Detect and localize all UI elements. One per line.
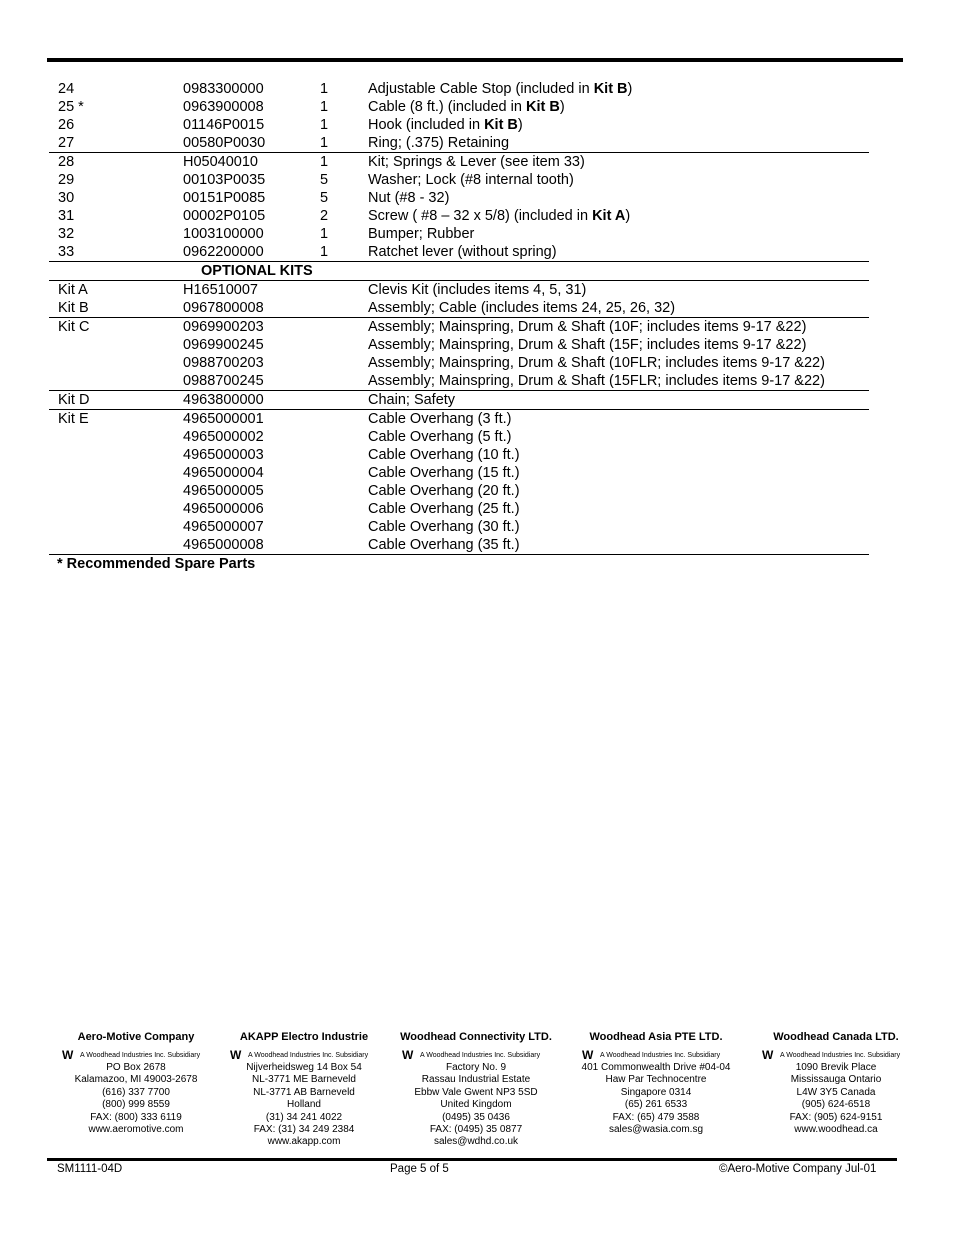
- table-row: [49, 518, 869, 536]
- part-number: 0969900245: [183, 337, 264, 353]
- table-row: [49, 152, 869, 171]
- kit-reference: Kit B: [593, 81, 628, 97]
- part-number: 00103P0035: [183, 172, 266, 188]
- part-number: 0967800008: [183, 300, 264, 316]
- description-text: Adjustable Cable Stop (included in: [368, 81, 594, 97]
- address-line: 1090 Brevik Place: [795, 1062, 877, 1073]
- page-number: Page 5 of 5: [390, 1163, 449, 1175]
- company-addresses: [50, 1030, 910, 1155]
- part-number: 4965000008: [183, 537, 264, 553]
- description-text: Cable Overhang (35 ft.): [368, 537, 520, 553]
- part-number: 4965000002: [183, 429, 264, 445]
- description-text: Assembly; Mainspring, Drum & Shaft (10FLR; includes items 9-17 &22): [368, 355, 825, 371]
- part-number: 4965000007: [183, 519, 264, 535]
- item-number: Kit D: [58, 392, 90, 408]
- address-line: United Kingdom: [440, 1099, 512, 1111]
- woodhead-logo-icon: W: [582, 1048, 594, 1062]
- address-line: (905) 624-6518: [801, 1099, 871, 1111]
- description: [368, 446, 520, 464]
- description: [368, 410, 511, 428]
- woodhead-logo-icon: W: [230, 1048, 242, 1062]
- description-text: Clevis Kit (includes items 4, 5, 31): [368, 282, 587, 298]
- description: [368, 391, 455, 409]
- address-line: sales@wasia.com.sg: [608, 1124, 704, 1136]
- description-text: Cable Overhang (15 ft.): [368, 465, 520, 481]
- table-row: [49, 409, 869, 428]
- subsidiary-tag: [50, 1050, 222, 1062]
- description: [368, 518, 520, 536]
- part-number: 4965000001: [183, 411, 264, 427]
- woodhead-logo-icon: W: [762, 1048, 774, 1062]
- description: [368, 80, 632, 98]
- quantity: 5: [320, 190, 329, 206]
- top-rule: [47, 58, 903, 62]
- description-text: Cable Overhang (25 ft.): [368, 501, 520, 517]
- address-line: Holland: [287, 1099, 321, 1111]
- description: [368, 464, 520, 482]
- subsidiary-tag: [750, 1050, 922, 1062]
- description-text: ): [627, 81, 633, 97]
- description: [368, 153, 585, 171]
- description-text: Washer; Lock (#8 internal tooth): [368, 172, 574, 188]
- description-text: Assembly; Mainspring, Drum & Shaft (15F; includes items 9-17 &22): [368, 337, 807, 353]
- address-line: FAX: (800) 333 6119: [90, 1111, 182, 1123]
- subsidiary-tag: [390, 1050, 562, 1062]
- table-row: [49, 464, 869, 482]
- quantity: 1: [320, 117, 329, 133]
- company-address-block: [570, 1030, 742, 1136]
- item-number: 24: [58, 81, 75, 97]
- company-name: AKAPP Electro Industrie: [239, 1031, 369, 1043]
- description: [368, 281, 586, 299]
- table-row: [49, 317, 869, 336]
- address-line: FAX: (0495) 35 0877: [429, 1124, 523, 1136]
- part-number: 00580P0030: [183, 135, 266, 151]
- quantity: 1: [320, 244, 329, 260]
- address-line: (31) 34 241 4022: [265, 1111, 343, 1123]
- table-row: [49, 116, 869, 134]
- address-line: www.woodhead.ca: [794, 1124, 878, 1136]
- address-line: L4W 3Y5 Canada: [796, 1086, 876, 1098]
- table-row: [49, 536, 869, 554]
- description: [368, 354, 825, 372]
- address-line: FAX: (31) 34 249 2384: [253, 1124, 355, 1136]
- woodhead-logo-icon: W: [402, 1048, 414, 1062]
- description-text: Cable Overhang (3 ft.): [368, 411, 512, 427]
- table-row: [49, 500, 869, 518]
- table-row: [49, 446, 869, 464]
- description-text: Nut (#8 - 32): [368, 190, 450, 206]
- part-number: H16510007: [183, 282, 258, 298]
- address-line: Mississauga Ontario: [790, 1074, 882, 1086]
- kit-reference: Kit B: [484, 117, 518, 133]
- description-text: Cable Overhang (30 ft.): [368, 519, 520, 535]
- description-text: Assembly; Cable (includes items 24, 25, 26, 32): [368, 300, 676, 316]
- description: [368, 336, 806, 354]
- part-number: 4965000004: [183, 465, 264, 481]
- subsidiary-text: A Woodhead Industries Inc. Subsidiary: [420, 1052, 541, 1059]
- item-number: Kit B: [58, 300, 89, 316]
- address-line: Singapore 0314: [620, 1086, 692, 1098]
- description: [368, 428, 511, 446]
- address-line: (616) 337 7700: [102, 1086, 170, 1098]
- spare-parts-note: * Recommended Spare Parts: [57, 556, 256, 572]
- table-row: [49, 225, 869, 243]
- description: [368, 116, 523, 134]
- description-text: Ring; (.375) Retaining: [368, 135, 510, 151]
- address-line: PO Box 2678: [106, 1062, 166, 1073]
- woodhead-logo-icon: W: [62, 1048, 74, 1062]
- address-line: FAX: (65) 479 3588: [612, 1111, 700, 1123]
- copyright: ©Aero-Motive Company Jul-01: [719, 1163, 877, 1175]
- item-number: 33: [58, 244, 75, 260]
- address-line: Rassau Industrial Estate: [421, 1074, 531, 1086]
- address-line: NL-3771 ME Barneveld: [252, 1074, 356, 1086]
- subsidiary-text: A Woodhead Industries Inc. Subsidiary: [80, 1052, 201, 1059]
- description-text: ): [517, 117, 523, 133]
- address-line: FAX: (905) 624-9151: [789, 1111, 883, 1123]
- part-number: 0988700245: [183, 373, 264, 389]
- description-text: Assembly; Mainspring, Drum & Shaft (15FLR; includes items 9-17 &22): [368, 373, 825, 389]
- description-text: Screw ( #8 – 32 x 5/8) (included in: [368, 208, 593, 224]
- table-row: [49, 98, 869, 116]
- address-line: Nijverheidsweg 14 Box 54: [246, 1062, 362, 1073]
- description: [368, 482, 520, 500]
- subsidiary-tag: [218, 1050, 390, 1062]
- table-row: [49, 390, 869, 409]
- quantity: 1: [320, 135, 329, 151]
- description-text: Ratchet lever (without spring): [368, 244, 557, 260]
- item-number: 32: [58, 226, 75, 242]
- description: [368, 243, 557, 261]
- table-row: [49, 482, 869, 500]
- subsidiary-text: A Woodhead Industries Inc. Subsidiary: [248, 1052, 369, 1059]
- part-number: 4965000006: [183, 501, 264, 517]
- part-number: 4965000003: [183, 447, 264, 463]
- company-address-block: [50, 1030, 222, 1136]
- item-number: Kit C: [58, 319, 90, 335]
- address-line: (800) 999 8559: [102, 1099, 170, 1111]
- kit-reference: Kit A: [592, 208, 626, 224]
- description-text: Cable (8 ft.) (included in: [368, 99, 526, 115]
- item-number: 28: [58, 154, 75, 170]
- address-line: Factory No. 9: [445, 1062, 507, 1073]
- address-line: 401 Commonwealth Drive #04-04: [581, 1062, 731, 1073]
- quantity: 5: [320, 172, 329, 188]
- description: [368, 372, 825, 390]
- description-text: Cable Overhang (5 ft.): [368, 429, 512, 445]
- part-number: 00151P0085: [183, 190, 266, 206]
- part-number: 4963800000: [183, 392, 264, 408]
- company-name: Woodhead Canada LTD.: [773, 1031, 899, 1043]
- table-row: [49, 134, 869, 152]
- item-number: Kit A: [58, 282, 88, 298]
- address-line: NL-3771 AB Barneveld: [253, 1086, 355, 1098]
- quantity: 2: [320, 208, 329, 224]
- company-address-block: [390, 1030, 562, 1149]
- description-text: Kit; Springs & Lever (see item 33): [368, 154, 585, 170]
- table-row: [49, 207, 869, 225]
- address-line: Haw Par Technocentre: [605, 1074, 707, 1086]
- quantity: 1: [320, 226, 329, 242]
- table-row: [49, 336, 869, 354]
- company-name: Woodhead Asia PTE LTD.: [589, 1031, 723, 1043]
- table-row: [49, 372, 869, 390]
- description: [368, 98, 565, 116]
- item-number: 26: [58, 117, 75, 133]
- table-row: [49, 80, 869, 98]
- address-line: www.akapp.com: [267, 1136, 341, 1148]
- part-number: 4965000005: [183, 483, 264, 499]
- description: [368, 225, 474, 243]
- part-number: 00002P0105: [183, 208, 266, 224]
- part-number: 0962200000: [183, 244, 264, 260]
- subsidiary-text: A Woodhead Industries Inc. Subsidiary: [600, 1052, 721, 1059]
- optional-kits-heading: OPTIONAL KITS: [49, 261, 869, 280]
- description: [368, 536, 520, 554]
- subsidiary-tag: [570, 1050, 742, 1062]
- item-number: 29: [58, 172, 75, 188]
- description: [368, 500, 520, 518]
- address-line: www.aeromotive.com: [88, 1124, 184, 1136]
- description: [368, 299, 675, 317]
- part-number: 0983300000: [183, 81, 264, 97]
- description-text: ): [559, 99, 565, 115]
- table-row: [49, 243, 869, 261]
- table-row: [49, 354, 869, 372]
- subsidiary-text: A Woodhead Industries Inc. Subsidiary: [780, 1052, 901, 1059]
- item-number: 31: [58, 208, 75, 224]
- table-row: [49, 428, 869, 446]
- address-line: sales@wdhd.co.uk: [433, 1136, 519, 1148]
- description: [368, 318, 806, 336]
- item-number: 27: [58, 135, 75, 151]
- address-line: Kalamazoo, MI 49003-2678: [74, 1074, 198, 1086]
- item-number: Kit E: [58, 411, 89, 427]
- part-number: 0969900203: [183, 319, 264, 335]
- description: [368, 189, 449, 207]
- item-number: 30: [58, 190, 75, 206]
- description-text: Assembly; Mainspring, Drum & Shaft (10F; includes items 9-17 &22): [368, 319, 807, 335]
- quantity: 1: [320, 99, 329, 115]
- address-line: (0495) 35 0436: [442, 1111, 510, 1123]
- description-text: Cable Overhang (20 ft.): [368, 483, 520, 499]
- quantity: 1: [320, 154, 329, 170]
- quantity: 1: [320, 81, 329, 97]
- address-line: (65) 261 6533: [624, 1099, 688, 1111]
- bottom-rule: [47, 1158, 897, 1161]
- table-row: [49, 280, 869, 299]
- table-row: [49, 171, 869, 189]
- table-row: [49, 299, 869, 317]
- doc-number: SM1111-04D: [57, 1163, 123, 1175]
- description: [368, 207, 630, 225]
- description-text: Chain; Safety: [368, 392, 456, 408]
- company-address-block: [750, 1030, 922, 1136]
- item-number: 25 *: [58, 99, 84, 115]
- kit-reference: Kit B: [525, 99, 560, 115]
- part-number: 1003100000: [183, 226, 264, 242]
- description: [368, 134, 509, 152]
- part-number: 01146P0015: [183, 117, 265, 133]
- description-text: Hook (included in: [368, 117, 485, 133]
- part-number: H05040010: [183, 154, 258, 170]
- part-number: 0963900008: [183, 99, 264, 115]
- description: [368, 171, 574, 189]
- table-row: [49, 189, 869, 207]
- description-text: ): [625, 208, 631, 224]
- company-name: Aero-Motive Company: [77, 1031, 195, 1043]
- part-number: 0988700203: [183, 355, 264, 371]
- company-name: Woodhead Connectivity LTD.: [400, 1031, 552, 1043]
- address-line: Ebbw Vale Gwent NP3 5SD: [414, 1086, 538, 1098]
- description-text: Bumper; Rubber: [368, 226, 475, 242]
- company-address-block: [218, 1030, 390, 1149]
- table-end-rule: [49, 554, 869, 555]
- parts-table: [49, 80, 869, 555]
- description-text: Cable Overhang (10 ft.): [368, 447, 520, 463]
